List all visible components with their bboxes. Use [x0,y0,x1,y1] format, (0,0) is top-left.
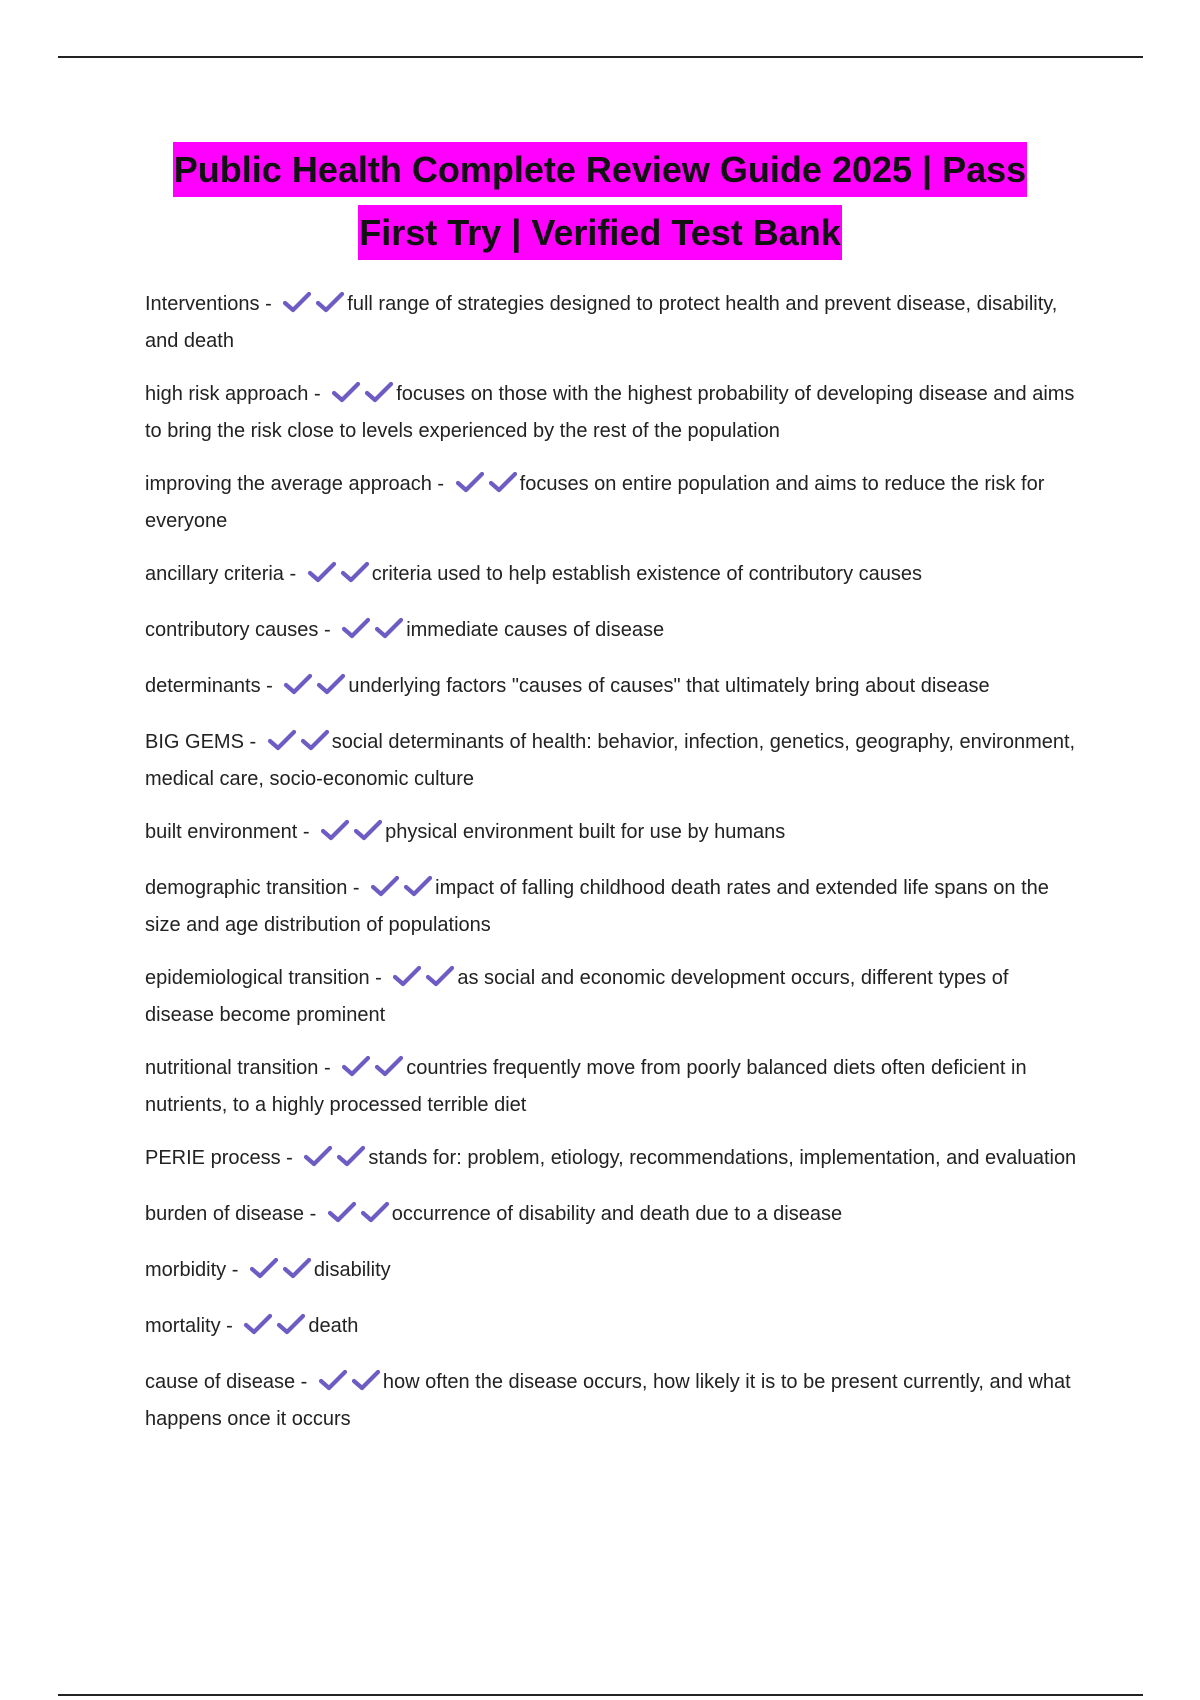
entry-term: epidemiological transition [145,967,370,989]
check-marks [283,290,346,324]
check-icon [342,617,370,639]
entry-separator: - [308,383,327,405]
list-item [145,961,1080,1032]
list-item [145,287,1080,358]
list-item [145,1309,1080,1346]
check-marks [342,616,405,650]
entry-separator: - [260,675,279,697]
list-item [145,1141,1080,1178]
list-item [145,467,1080,538]
check-marks [371,874,434,908]
entry-separator: - [220,1315,239,1337]
entry-separator: - [243,731,262,753]
entry-definition: occurrence of disability and death due to a disease [391,1203,843,1225]
list-item [145,1253,1080,1290]
list-item [145,871,1080,942]
check-icon [283,291,311,313]
entry-separator: - [318,619,337,641]
check-icon [317,673,345,695]
entry-term: Interventions [145,293,260,315]
list-item [145,377,1080,448]
entry-separator: - [347,877,366,899]
check-icon [456,471,484,493]
bottom-divider [58,1694,1143,1696]
check-icon [371,875,399,897]
check-icon [283,1257,311,1279]
check-icon [489,471,517,493]
check-marks [304,1144,367,1178]
check-marks [250,1256,313,1290]
check-icon [284,673,312,695]
entry-definition: how often the disease occurs, how likely it is to be present currently, and what happens once it occurs [145,1371,1071,1430]
check-marks [244,1312,307,1346]
entry-separator: - [297,821,316,843]
check-icon [361,1201,389,1223]
check-icon [332,381,360,403]
list-item [145,815,1080,852]
title-line-1: Public Health Complete Review Guide 2025 | Pass [173,142,1027,197]
entry-separator: - [431,473,450,495]
check-icon [316,291,344,313]
entry-separator: - [280,1147,299,1169]
title-line-2: First Try | Verified Test Bank [358,205,842,260]
check-icon [321,819,349,841]
entry-definition: as social and economic development occurs, different types of disease become prominent [145,967,1009,1026]
check-icon [404,875,432,897]
check-icon [277,1313,305,1335]
entry-term: PERIE process [145,1147,281,1169]
check-marks [393,964,456,998]
check-icon [328,1201,356,1223]
check-icon [268,729,296,751]
entry-term: improving the average approach [145,473,432,495]
check-icon [244,1313,272,1335]
entry-definition: focuses on those with the highest probability of developing disease and aims to bring the risk close to levels experienced by the rest of the population [145,383,1075,442]
check-icon [341,561,369,583]
entry-term: BIG GEMS [145,731,244,753]
check-icon [301,729,329,751]
check-icon [426,965,454,987]
entry-definition: full range of strategies designed to protect health and prevent disease, disability, and death [145,293,1058,352]
entry-separator: - [259,293,278,315]
entry-term: demographic transition [145,877,348,899]
list-item [145,1197,1080,1234]
entry-separator: - [318,1057,337,1079]
check-icon [375,617,403,639]
check-icon [304,1145,332,1167]
entry-separator: - [369,967,388,989]
entry-term: determinants [145,675,261,697]
entry-term: burden of disease [145,1203,305,1225]
check-icon [337,1145,365,1167]
check-marks [308,560,371,594]
check-icon [319,1369,347,1391]
entry-separator: - [226,1259,244,1281]
entry-term: cause of disease [145,1371,296,1393]
entry-definition: stands for: problem, etiology, recommendations, implementation, and evaluation [368,1147,1077,1169]
list-item [145,1365,1080,1436]
document-title [120,142,1080,268]
entry-definition: countries frequently move from poorly balanced diets often deficient in nutrients, to a highly processed terrible diet [145,1057,1027,1116]
entry-definition: social determinants of health: behavior, infection, genetics, geography, environment, medical care, socio-economic culture [145,731,1076,790]
check-marks [321,818,384,852]
entry-separator: - [295,1371,313,1393]
term-list [145,287,1080,1455]
check-icon [354,819,382,841]
check-marks [332,380,395,414]
check-icon [375,1055,403,1077]
check-icon [352,1369,380,1391]
entry-definition: impact of falling childhood death rates and extended life spans on the size and age distribution of populations [145,877,1049,936]
entry-separator: - [304,1203,322,1225]
list-item [145,613,1080,650]
check-marks [319,1368,382,1402]
check-icon [250,1257,278,1279]
list-item [145,557,1080,594]
entry-definition: immediate causes of disease [406,619,665,641]
entry-term: morbidity [145,1259,227,1281]
entry-term: contributory causes [145,619,319,641]
check-icon [393,965,421,987]
check-marks [328,1200,391,1234]
list-item [145,1051,1080,1122]
check-marks [456,470,519,504]
list-item [145,669,1080,706]
check-icon [308,561,336,583]
entry-term: ancillary criteria [145,563,284,585]
entry-definition: criteria used to help establish existence of contributory causes [371,563,923,585]
entry-term: built environment [145,821,298,843]
entry-definition: death [308,1315,359,1337]
entry-definition: disability [313,1259,391,1281]
top-divider [58,56,1143,58]
list-item [145,725,1080,796]
entry-definition: physical environment built for use by humans [385,821,786,843]
check-marks [284,672,347,706]
entry-definition: underlying factors "causes of causes" that ultimately bring about disease [348,675,990,697]
entry-separator: - [283,563,302,585]
entry-term: high risk approach [145,383,309,405]
check-marks [342,1054,405,1088]
entry-term: nutritional transition [145,1057,319,1079]
check-icon [342,1055,370,1077]
check-marks [268,728,331,762]
entry-definition: focuses on entire population and aims to reduce the risk for everyone [145,473,1045,532]
check-icon [365,381,393,403]
entry-term: mortality [145,1315,221,1337]
